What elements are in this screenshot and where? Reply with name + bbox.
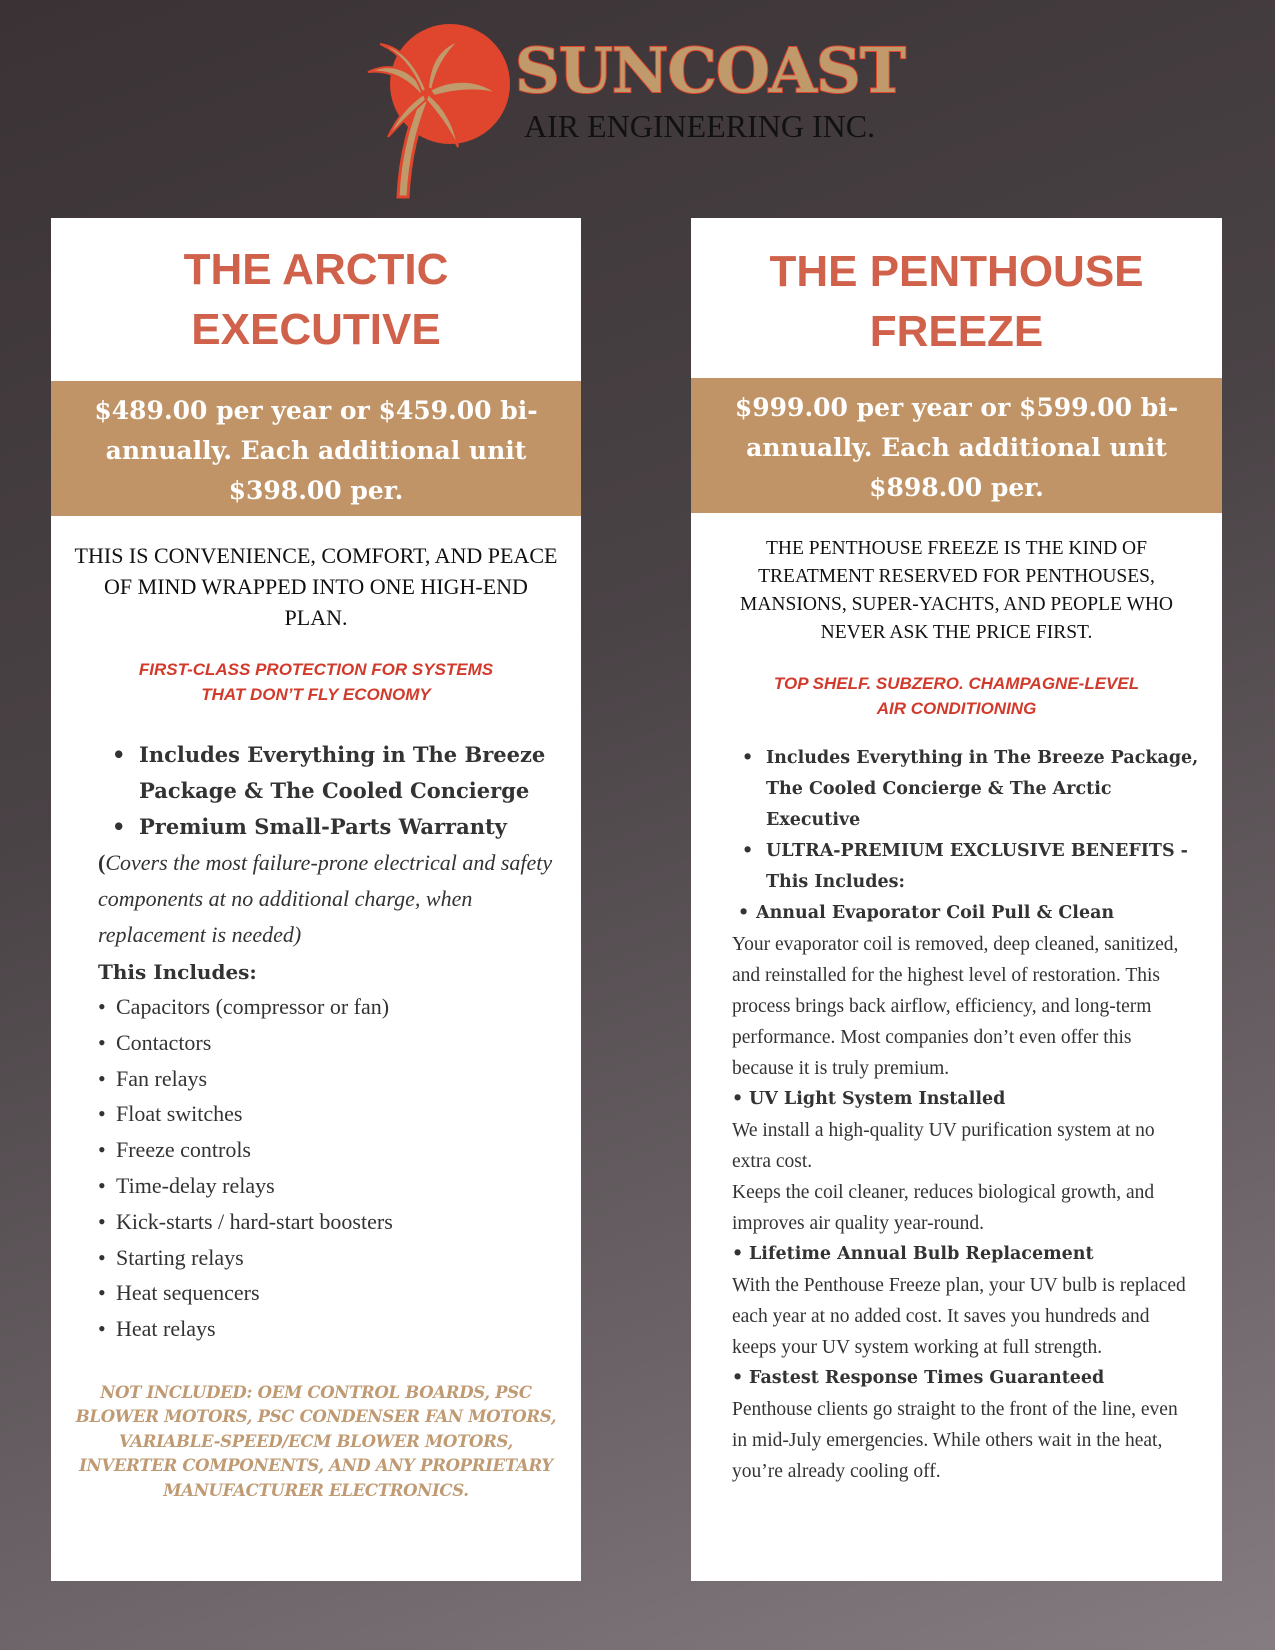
parts-item: • Kick-starts / hard-start boosters: [98, 1208, 393, 1234]
parts-list: [51, 989, 581, 1347]
benefit-description: We install a high-quality UV purification system at no extra cost.: [732, 1120, 1155, 1172]
price-band: $999.00 per year or $599.00 bi-annually. Each additional unit $898.00 per.: [691, 378, 1222, 513]
parts-item: • Starting relays: [98, 1244, 244, 1270]
parts-item: • Fan relays: [98, 1065, 208, 1091]
parts-item: • Capacitors (compressor or fan): [98, 994, 390, 1019]
slogan-line2: AIR CONDITIONING: [876, 699, 1037, 718]
plan-title-line1: THE ARCTIC: [183, 245, 449, 294]
benefit-description: Penthouse clients go straight to the front of the line, even in mid-July emergencies. While others wait in the heat, you’re already cooling off.: [732, 1399, 1178, 1482]
feature-item: • Includes Everything in The Breeze Package & The Cooled Concierge: [139, 737, 561, 809]
benefit-description: Keeps the coil cleaner, reduces biological growth, and improves air quality year-round.: [732, 1182, 1155, 1234]
price-band: $489.00 per year or $459.00 bi-annually. Each additional unit $398.00 per.: [51, 381, 581, 516]
parts-item: • Float switches: [98, 1101, 243, 1127]
feature-item: • ULTRA-PREMIUM EXCLUSIVE BENEFITS - This Includes:: [766, 836, 1202, 898]
benefits-list: [691, 898, 1222, 1487]
plan-title-line2: FREEZE: [869, 307, 1044, 356]
plan-title: [51, 218, 581, 381]
benefit-heading: • Annual Evaporator Coil Pull & Clean: [738, 903, 1115, 923]
parts-item: • Contactors: [98, 1029, 212, 1055]
includes-heading: This Includes:: [98, 960, 257, 984]
slogan-line1: FIRST-CLASS PROTECTION FOR SYSTEMS: [138, 660, 494, 679]
plan-title-line1: THE PENTHOUSE: [769, 247, 1144, 296]
company-header: [360, 22, 920, 207]
feature-item: • Premium Small-Parts Warranty: [139, 809, 561, 845]
feature-list: [51, 707, 581, 845]
plan-tagline: THE PENTHOUSE FREEZE IS THE KIND OF TREATMENT RESERVED FOR PENTHOUSES, MANSIONS, SUPER-YACHTS, AND PEOPLE WHO NEVER ASK THE PRICE FIRST.: [739, 538, 1174, 643]
slogan-line2: THAT DON’T FLY ECONOMY: [201, 685, 431, 704]
plan-tagline: THIS IS CONVENIENCE, COMFORT, AND PEACE OF MIND WRAPPED INTO ONE HIGH-END PLAN.: [74, 543, 558, 630]
brand-name: SUNCOAST: [515, 34, 905, 107]
plan-title: [691, 218, 1222, 378]
benefit-heading: • Fastest Response Times Guaranteed: [732, 1368, 1105, 1388]
warranty-note-paren: (: [98, 850, 106, 875]
plan-slogan: [691, 647, 1222, 721]
benefit-heading: • UV Light System Installed: [732, 1089, 1006, 1109]
parts-item: • Heat sequencers: [98, 1280, 260, 1306]
benefit-heading: • Lifetime Annual Bulb Replacement: [732, 1244, 1094, 1264]
plan-slogan: [51, 633, 581, 707]
benefit-description: Your evaporator coil is removed, deep cleaned, sanitized, and reinstalled for the highest level of restoration. This process brings back airflow, efficiency, and long-term performance. Most companies don’t even offer this because it is truly premium.: [732, 934, 1179, 1079]
parts-item: • Heat relays: [98, 1316, 216, 1342]
feature-list: [691, 721, 1222, 898]
warranty-note-text: Covers the most failure-prone electrical and safety components at no additional charge, when replacement is needed): [98, 850, 553, 947]
plan-card-arctic-executive: [51, 218, 581, 1581]
parts-item: • Time-delay relays: [98, 1172, 275, 1198]
parts-item: • Freeze controls: [98, 1137, 251, 1163]
palm-tree-sun-icon: [360, 22, 510, 202]
slogan-line1: TOP SHELF. SUBZERO. CHAMPAGNE-LEVEL: [773, 674, 1140, 693]
not-included-disclaimer: NOT INCLUDED: OEM CONTROL BOARDS, PSC BLOWER MOTORS, PSC CONDENSER FAN MOTORS, VARIABLE-SPEED/ECM BLOWER MOTORS, INVERTER COMPONENTS, AND ANY PROPRIETARY MANUFACTURER ELECTRONICS.: [75, 1382, 557, 1500]
plan-title-line2: EXECUTIVE: [191, 305, 441, 354]
feature-item: • Includes Everything in The Breeze Package, The Cooled Concierge & The Arctic Executive: [766, 743, 1202, 836]
warranty-note: [51, 845, 581, 953]
benefit-description: With the Penthouse Freeze plan, your UV bulb is replaced each year at no added cost. It saves you hundreds and keeps your UV system working at full strength.: [732, 1275, 1186, 1358]
brand-subtitle: AIR ENGINEERING INC.: [524, 108, 876, 144]
plan-card-penthouse-freeze: [691, 218, 1222, 1581]
